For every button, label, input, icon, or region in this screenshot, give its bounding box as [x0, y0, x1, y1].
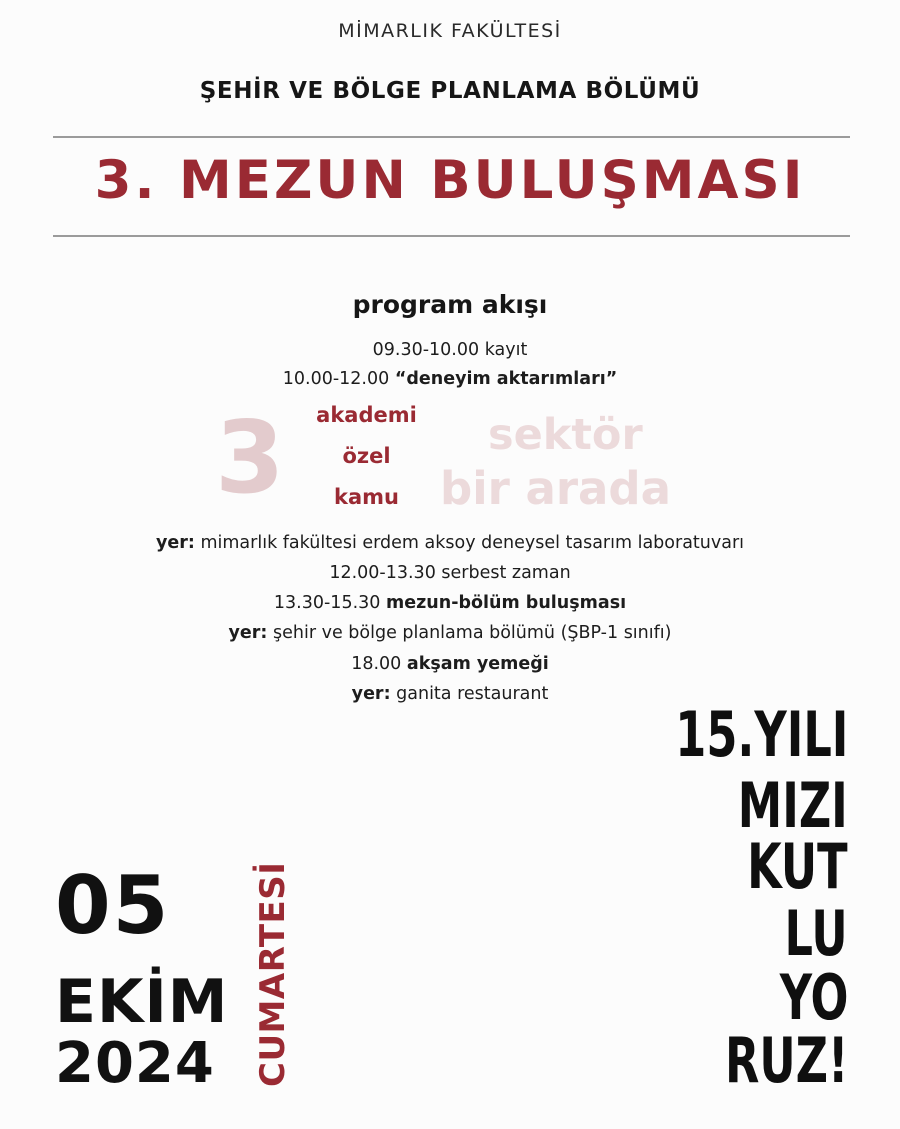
program-item-text: mezun-bölüm buluşması — [385, 593, 627, 613]
faculty-name: MİMARLIK FAKÜLTESİ — [338, 20, 562, 42]
bottom-divider — [53, 235, 850, 237]
program-item-text: serbest zaman — [441, 563, 571, 583]
venue-lab — [0, 533, 900, 553]
program-item-time: 13.30-15.30 — [273, 593, 381, 613]
date-day: 05 — [55, 859, 171, 952]
sector-private: özel — [342, 444, 391, 468]
program-item-text: akşam yemeği — [406, 654, 549, 674]
sector-public: kamu — [334, 485, 399, 509]
sector-academy: akademi — [316, 403, 417, 427]
anniversary-line-2: MIZI — [737, 769, 848, 842]
venue-department — [0, 623, 900, 643]
venue-label: yer: — [155, 533, 195, 553]
program-title: program akışı — [352, 290, 548, 319]
venue-label: yer: — [228, 623, 268, 643]
date-month: EKİM — [55, 967, 229, 1037]
anniversary-line-3: KUT — [747, 830, 848, 903]
date-year: 2024 — [55, 1031, 215, 1096]
anniversary-line-1: 15.YILI — [674, 698, 848, 771]
program-item-time: 10.00-12.00 — [282, 369, 390, 389]
program-item-graduate-meeting — [0, 593, 900, 613]
program-item-text: “deneyim aktarımları” — [394, 369, 618, 389]
program-item-free-time — [0, 563, 900, 583]
anniversary-line-4: LU — [784, 897, 848, 970]
anniversary-line-5: YO — [779, 961, 848, 1034]
venue-text: şehir ve bölge planlama bölümü (ŞBP-1 sınıfı) — [273, 623, 672, 643]
program-item-time: 18.00 — [351, 654, 402, 674]
anniversary-line-6: RUZ! — [724, 1024, 848, 1097]
sector-tagline-1: sektör — [488, 410, 643, 460]
venue-label: yer: — [351, 684, 391, 704]
program-item-time: 09.30-10.00 — [372, 340, 480, 360]
venue-text: mimarlık fakültesi erdem aksoy deneysel tasarım laboratuvarı — [200, 533, 745, 553]
date-weekday: CUMARTESİ — [253, 861, 293, 1087]
sector-count: 3 — [215, 399, 285, 516]
sector-tagline-2: bir arada — [440, 462, 671, 515]
top-divider — [53, 136, 850, 138]
program-item-registration — [0, 340, 900, 360]
department-name: ŞEHİR VE BÖLGE PLANLAMA BÖLÜMÜ — [199, 78, 701, 104]
venue-text: ganita restaurant — [396, 684, 549, 704]
program-item-dinner — [0, 654, 900, 674]
program-item-text: kayıt — [484, 340, 528, 360]
program-item-experience — [0, 369, 900, 389]
program-item-time: 12.00-13.30 — [329, 563, 436, 583]
event-title: 3. MEZUN BULUŞMASI — [94, 150, 806, 211]
